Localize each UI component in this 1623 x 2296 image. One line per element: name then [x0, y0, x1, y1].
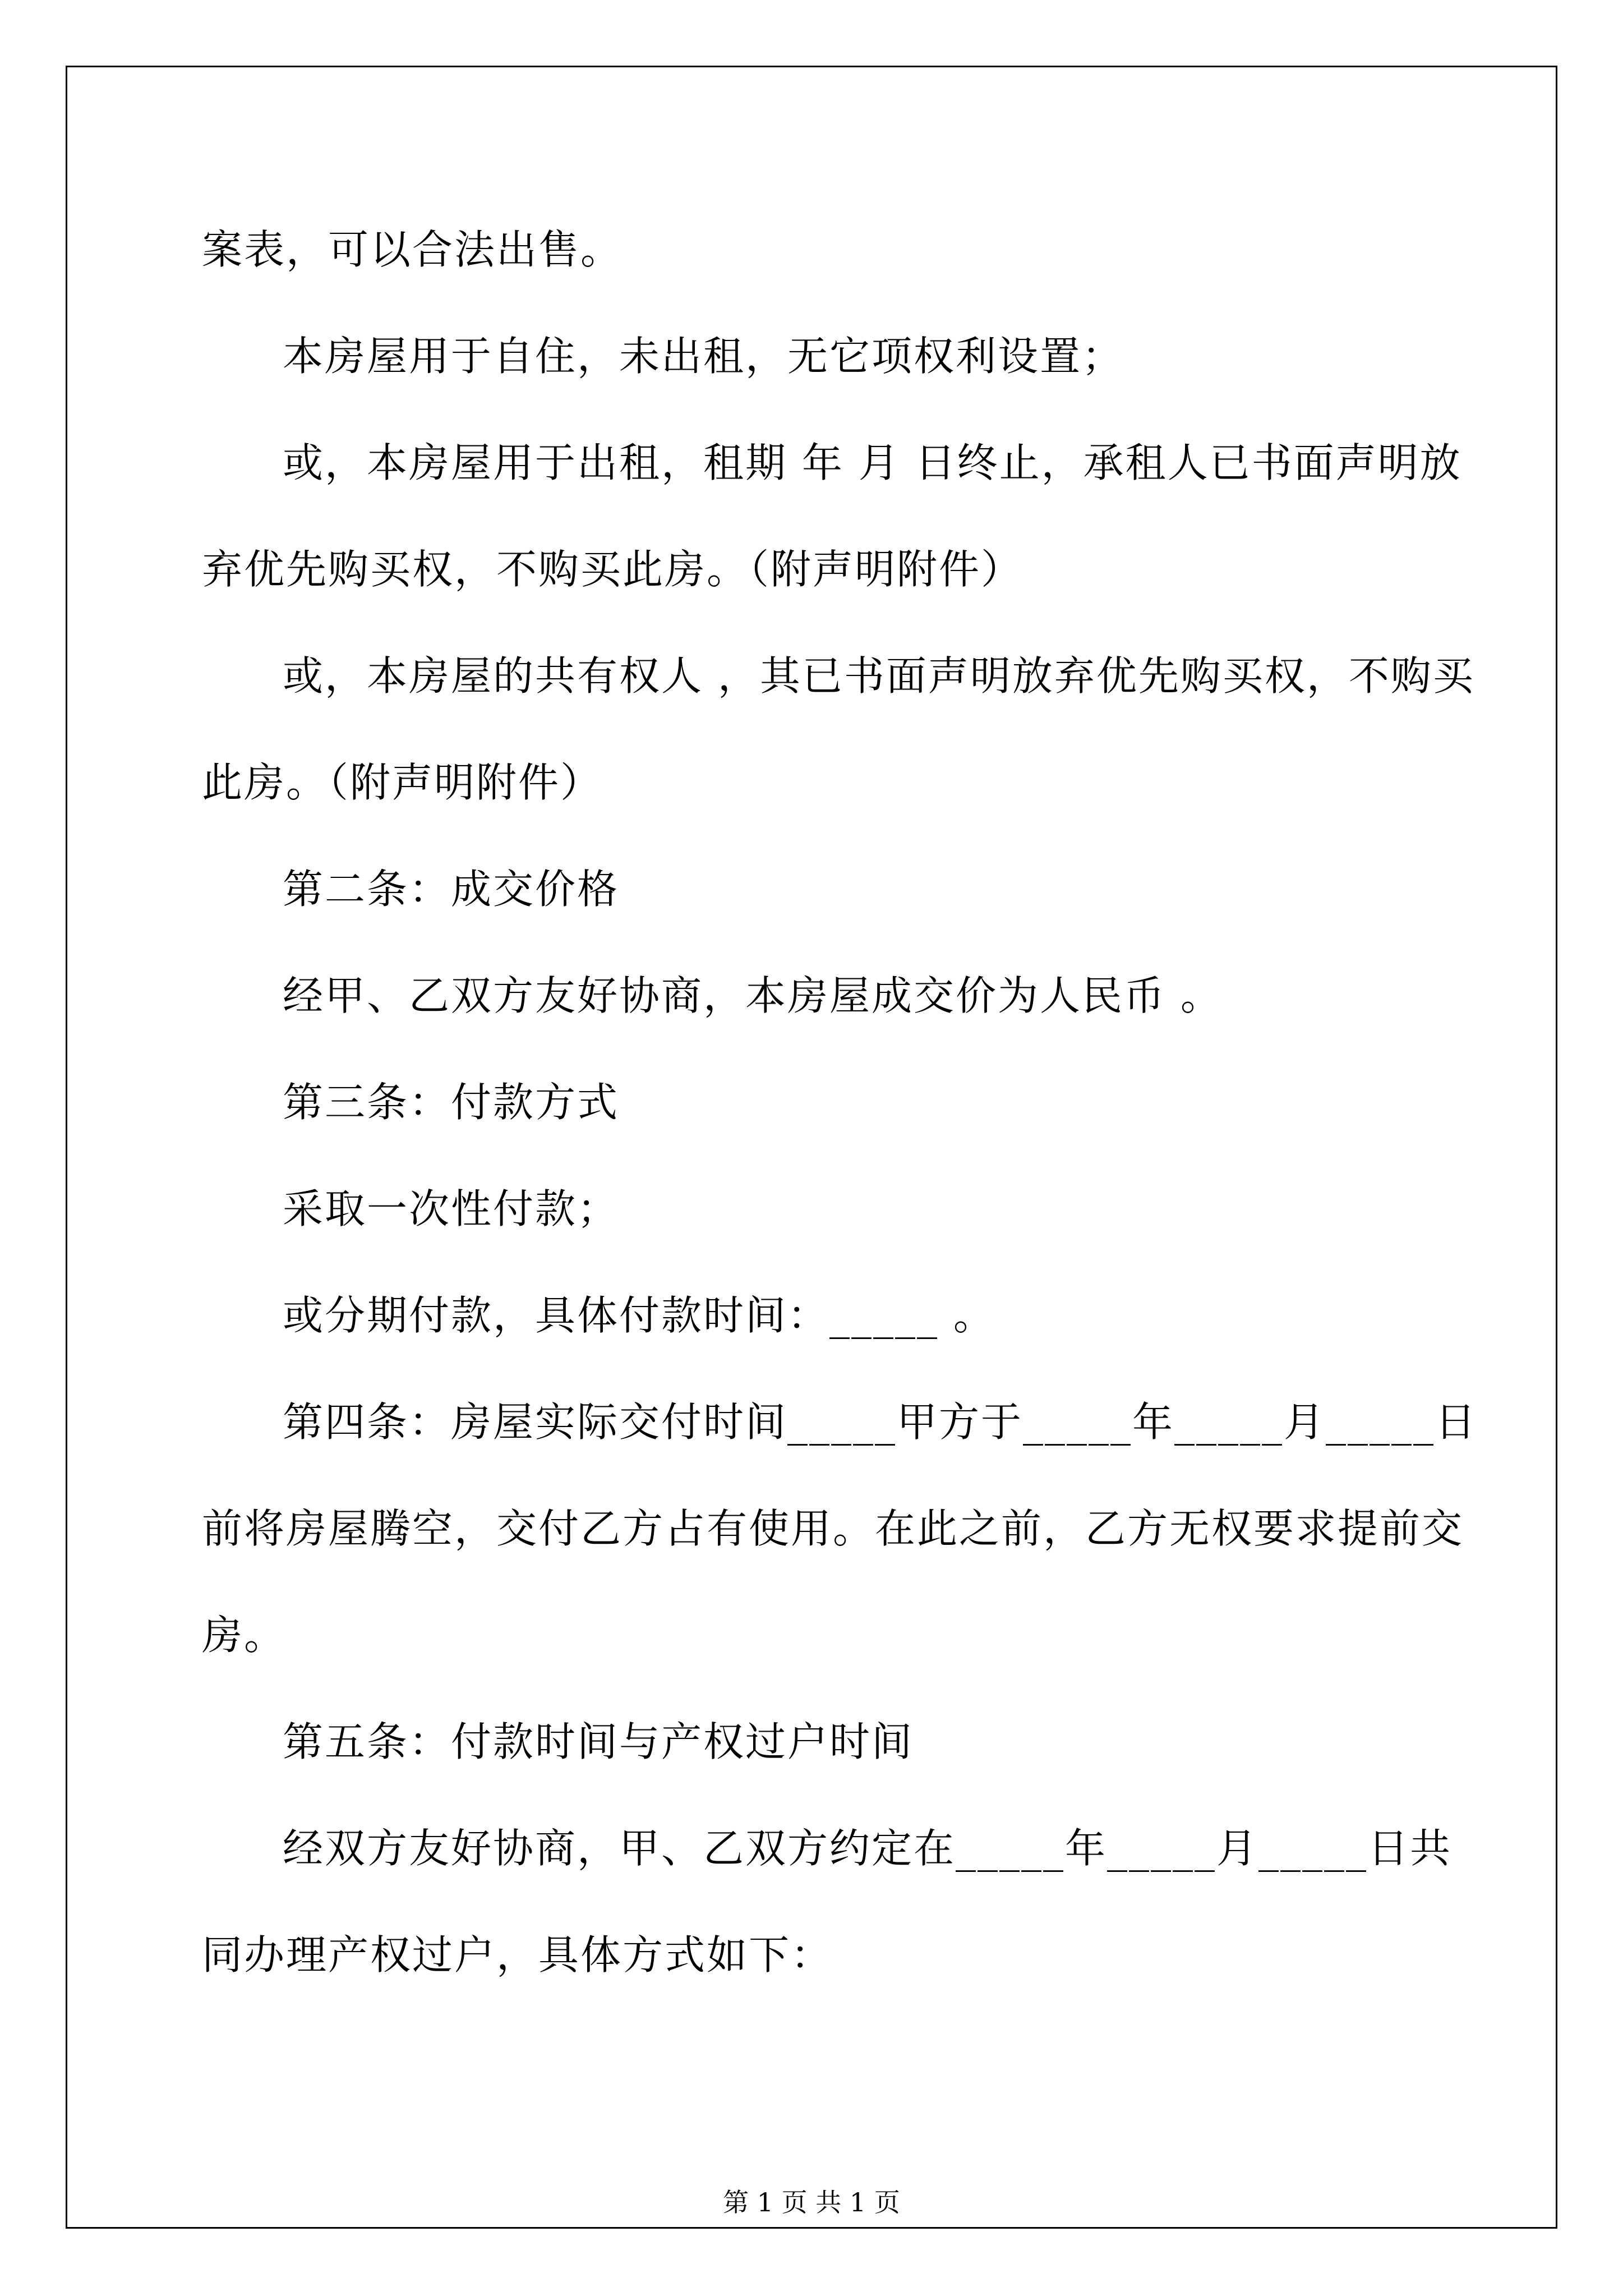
- paragraph-10: 第四条：房屋实际交付时间_____甲方于_____年_____月_____日前将房屋腾空，交付乙方占有使用。在此之前，乙方无权要求提前交房。: [202, 1398, 1478, 1659]
- paragraph-12: 经双方友好协商，甲、乙双方约定在_____年_____月_____日共同办理产权过户，具体方式如下：: [202, 1825, 1453, 1978]
- section-heading-article-2: 第二条：成交价格: [283, 866, 620, 913]
- paragraph-6: 经甲、乙双方友好协商，本房屋成交价为人民币 。: [283, 972, 1223, 1019]
- section-heading-article-5: 第五条：付款时间与产权过户时间: [283, 1718, 914, 1765]
- paragraph-9: 或分期付款，具体付款时间：_____ 。: [283, 1292, 995, 1339]
- page-frame: [66, 66, 1557, 2229]
- paragraph-4: 或，本房屋的共有权人 ，其已书面声明放弃优先购买权，不购买此房。（附声明附件）: [202, 652, 1475, 806]
- document-body: [202, 196, 1492, 2008]
- paragraph-8: 采取一次性付款；: [283, 1185, 620, 1232]
- paragraph-1: 案表，可以合法出售。: [202, 226, 623, 273]
- section-heading-article-3: 第三条：付款方式: [283, 1079, 620, 1126]
- paragraph-2: 本房屋用于自住，未出租，无它项权利设置；: [283, 333, 1124, 380]
- paragraph-3: 或，本房屋用于出租，租期 年 月 日终止，承租人已书面声明放弃优先购买权，不购买此房。（附声明附件）: [202, 439, 1462, 593]
- page-footer: 第 1 页 共 1 页: [723, 2187, 900, 2217]
